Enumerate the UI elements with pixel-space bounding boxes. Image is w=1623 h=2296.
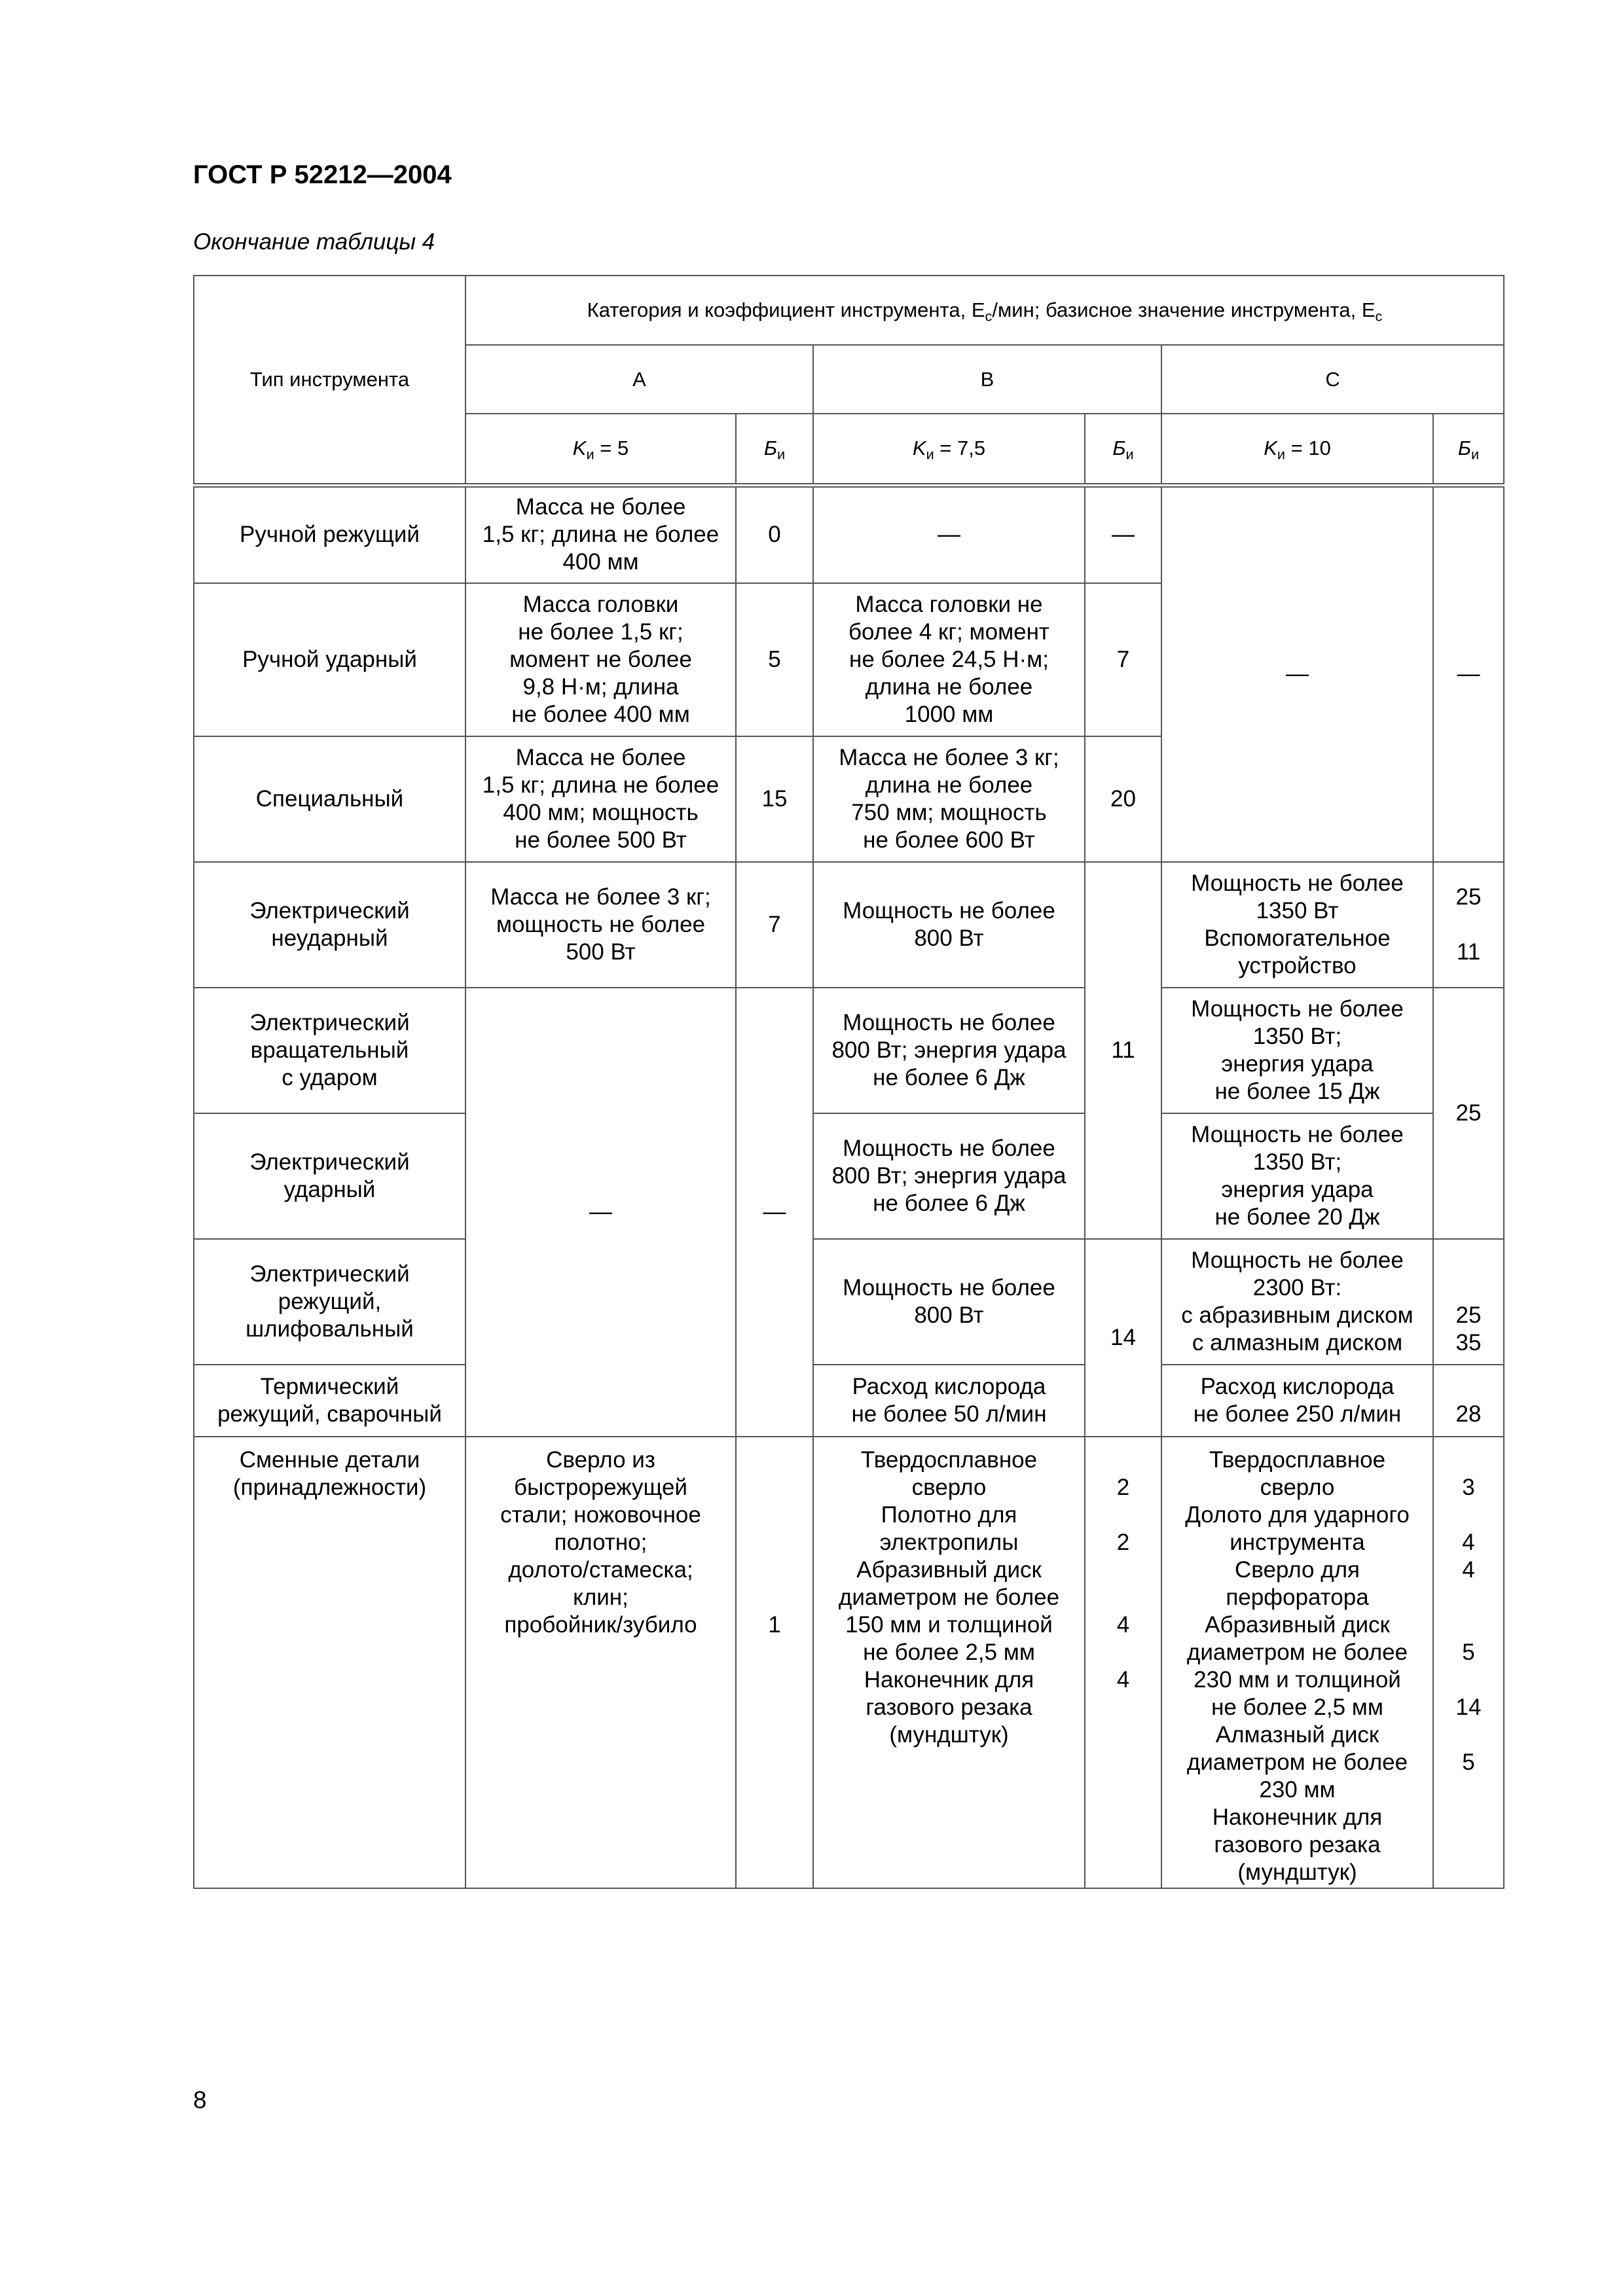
cell-b: Масса головки не более 4 кг; момент не более 24,5 Н·м; длина не более 1000 мм <box>813 583 1085 736</box>
document-header: ГОСТ Р 52212—2004 <box>193 160 452 189</box>
row-type: Сменные детали (принадлежности) <box>194 1437 465 1888</box>
cell-b: Расход кислорода не более 50 л/мин <box>813 1365 1085 1437</box>
cell-b-b: — <box>1085 485 1161 583</box>
row-type: Электрический режущий, шлифовальный <box>194 1239 465 1365</box>
cell-b-b: 20 <box>1085 736 1161 862</box>
table-caption: Окончание таблицы 4 <box>193 229 435 255</box>
header-tool-type: Тип инструмента <box>194 276 465 485</box>
cell-c: Расход кислорода не более 250 л/мин <box>1161 1365 1433 1437</box>
header-b-a: $Б_и$ <box>736 414 813 485</box>
cell-c: — <box>1161 485 1433 862</box>
cell-b-c: 25 35 <box>1433 1239 1504 1365</box>
cell-b: Мощность не более 800 Вт <box>813 1239 1085 1365</box>
cell-b-a: — <box>736 988 813 1437</box>
cell-b: Мощность не более 800 Вт <box>813 862 1085 988</box>
header-category-c: C <box>1161 345 1504 414</box>
cell-b-a: 0 <box>736 485 813 583</box>
cell-b-c: 25 <box>1433 988 1504 1239</box>
header-b-b: $Б_и$ <box>1085 414 1161 485</box>
cell-b-c: — <box>1433 485 1504 862</box>
cell-c: Мощность не более 2300 Вт: с абразивным диском с алмазным диском <box>1161 1239 1433 1365</box>
row-type: Специальный <box>194 736 465 862</box>
header-category-b: B <box>813 345 1161 414</box>
header-k-b: $K_и = 7,5$ <box>813 414 1085 485</box>
row-type: Электрический неударный <box>194 862 465 988</box>
cell-c: Мощность не более 1350 Вт; энергия удара не более 15 Дж <box>1161 988 1433 1113</box>
cell-b: Мощность не более 800 Вт; энергия удара не более 6 Дж <box>813 988 1085 1113</box>
cell-b: Масса не более 3 кг; длина не более 750 мм; мощность не более 600 Вт <box>813 736 1085 862</box>
cell-b-a: 15 <box>736 736 813 862</box>
cell-b-b: 11 <box>1085 862 1161 1239</box>
cell-a: Сверло из быстрорежущей стали; ножовочное полотно; долото/стамеска; клин; пробойник/зубило <box>465 1437 736 1888</box>
header-k-c: $K_и = 10$ <box>1161 414 1433 485</box>
row-type: Ручной ударный <box>194 583 465 736</box>
cell-b-c: 25 11 <box>1433 862 1504 988</box>
cell-b-b: 7 <box>1085 583 1161 736</box>
row-type: Электрический ударный <box>194 1113 465 1239</box>
page-number: 8 <box>193 2087 207 2113</box>
cell-a: Масса головки не более 1,5 кг; момент не более 9,8 Н·м; длина не более 400 мм <box>465 583 736 736</box>
cell-b: Твердосплавное сверло Полотно для электропилы Абразивный диск диаметром не более 150 мм и толщиной не более 2,5 мм Наконечник для газового резака (мундштук) <box>813 1437 1085 1888</box>
cell-c: Мощность не более 1350 Вт Вспомогательное устройство <box>1161 862 1433 988</box>
cell-b-a: 5 <box>736 583 813 736</box>
cell-a: — <box>465 988 736 1437</box>
cell-b-a: 7 <box>736 862 813 988</box>
row-type: Электрический вращательный с ударом <box>194 988 465 1113</box>
cell-c: Мощность не более 1350 Вт; энергия удара не более 20 Дж <box>1161 1113 1433 1239</box>
header-category-a: A <box>465 345 813 414</box>
cell-b: — <box>813 485 1085 583</box>
cell-b-b: 2 2 4 4 <box>1085 1437 1161 1888</box>
cell-c: Твердосплавное сверло Долото для ударного инструмента Сверло для перфоратора Абразивный диск диаметром не более 230 мм и толщиной не более 2,5 мм Алмазный диск диаметром не более 230 мм Наконечник для газового резака (мундштук) <box>1161 1437 1433 1888</box>
row-type: Термический режущий, сварочный <box>194 1365 465 1437</box>
cell-b-a: 1 <box>736 1437 813 1888</box>
cell-b-b: 14 <box>1085 1239 1161 1437</box>
cell-b-c: 3 4 4 5 14 5 <box>1433 1437 1504 1888</box>
header-category: Категория и коэффициент инструмента, $E_c$/мин; базисное значение инструмента, $E_c$ <box>465 276 1504 345</box>
row-type: Ручной режущий <box>194 485 465 583</box>
cell-b-c: 28 <box>1433 1365 1504 1437</box>
header-b-c: $Б_и$ <box>1433 414 1504 485</box>
tool-category-table <box>193 275 1504 1889</box>
cell-b: Мощность не более 800 Вт; энергия удара не более 6 Дж <box>813 1113 1085 1239</box>
cell-a: Масса не более 1,5 кг; длина не более 400 мм <box>465 485 736 583</box>
cell-a: Масса не более 3 кг; мощность не более 500 Вт <box>465 862 736 988</box>
cell-a: Масса не более 1,5 кг; длина не более 400 мм; мощность не более 500 Вт <box>465 736 736 862</box>
header-k-a: $K_и = 5$ <box>465 414 736 485</box>
